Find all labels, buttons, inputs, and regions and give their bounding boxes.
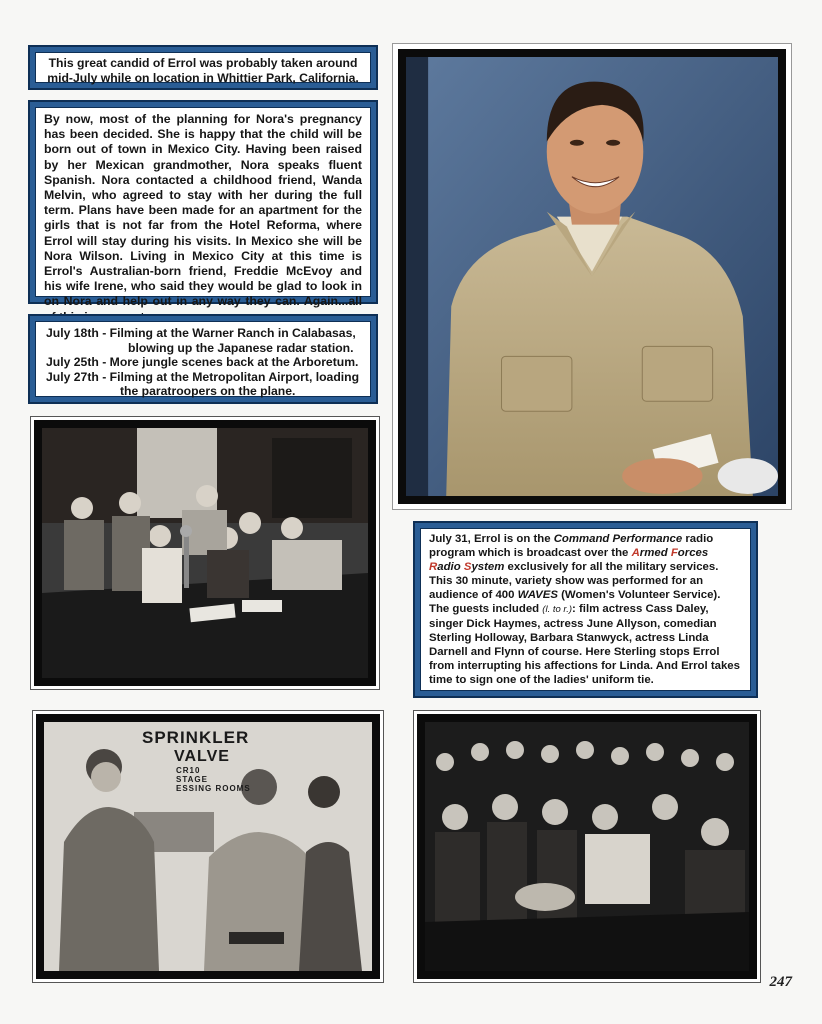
radio-post-afrs: exclusively for all the military services. This 30 minute, variety show was performed for an audience of 400 xyxy=(429,561,719,601)
radio-show-photo xyxy=(31,417,379,689)
afrs-a: A xyxy=(631,547,640,559)
page-number: 247 xyxy=(769,974,792,990)
candid-caption-box xyxy=(28,45,378,90)
autograph-image xyxy=(425,722,749,971)
schedule-caption-box xyxy=(28,314,378,404)
afrs-ystem: ystem xyxy=(471,561,505,573)
afrs-s: S xyxy=(463,561,472,573)
schedule-item-text: July 18th - Filming at the Warner Ranch in Calabasas, xyxy=(46,326,356,340)
schedule-item-text: July 25th - More jungle scenes back at the Arboretum. xyxy=(46,355,359,370)
sprinkler-valve-photo xyxy=(33,711,383,982)
afrs-r: R xyxy=(429,561,438,573)
candid-caption-line2: mid-July while on location in Whittier Park, California. xyxy=(47,70,359,85)
schedule-item xyxy=(46,355,360,370)
radio-caption-text xyxy=(429,532,742,687)
afrs-rmed: rmed xyxy=(639,547,671,559)
sign-line1: SPRINKLER xyxy=(142,728,250,747)
schedule-item-cont: the paratroopers on the plane. xyxy=(120,384,296,399)
autograph-photo xyxy=(414,711,760,982)
nora-caption-box xyxy=(28,100,378,309)
radio-post-show: radio program which is broadcast over the xyxy=(429,533,714,559)
radio-caption-box xyxy=(413,521,758,698)
sign-line4: STAGE xyxy=(176,775,208,784)
errol-candid-image xyxy=(406,57,778,496)
sign-line2: VALVE xyxy=(174,748,230,765)
afrs-adio: adio xyxy=(437,561,464,573)
schedule-item-text: July 27th - Filming at the Metropolitan Airport, loading xyxy=(46,369,360,384)
sign-line5: ESSING ROOMS xyxy=(176,784,251,793)
radio-pre: July 31, Errol is on the xyxy=(429,533,554,545)
schedule-item xyxy=(46,326,360,355)
nora-caption-text: By now, most of the planning for Nora's pregnancy has been decided. She is happy that the child will be born out of town in Mexico City. Having been raised by her Mexican grandmother, Nora speaks fluent Spanish. Nora contacted a childhood friend, Wanda Melvin, who agreed to stay with her during the full term. Plans have been made for an apartment for the girls that is not far from the Hotel Reforma, where Errol will stay during his visits. In Mexico she will be Nora Wilson. Living in Mexico City at this time is Errol's Australian-born friend, Freddie McEvoy and his wife Irene, who said they would be glad to look in on Nora and help out in any way they can. Again...all xyxy=(44,112,362,309)
afrs-f: F xyxy=(670,547,678,559)
radio-post-waves: (Women's Volunteer Service). The guests included xyxy=(429,589,721,615)
sign-line3: CR10 xyxy=(176,766,201,775)
errol-candid-photo xyxy=(393,44,791,509)
candid-caption-line1: This great candid of Errol was probably taken around xyxy=(48,56,358,70)
radio-show-name: Command Performance xyxy=(553,533,683,545)
radio-show-image xyxy=(42,428,368,678)
sprinkler-sign xyxy=(142,728,251,793)
radio-waves: WAVES xyxy=(517,589,558,601)
radio-post-ltor: : film actress Cass Daley, singer Dick Haymes, actress June Allyson, comedian Sterling Holloway, Barbara Stanwyck, actress Linda Darnell and Flynn of course. Here Sterling stops Errol from interrupting his affections for Linda. And Errol takes time to sign one of the ladies' uniform tie. xyxy=(429,603,740,686)
schedule-item xyxy=(46,370,360,399)
radio-ltor: (l. to r.) xyxy=(542,604,573,615)
afrs-orces: orces xyxy=(677,547,709,559)
schedule-item-cont: blowing up the Japanese radar station. xyxy=(128,340,354,355)
